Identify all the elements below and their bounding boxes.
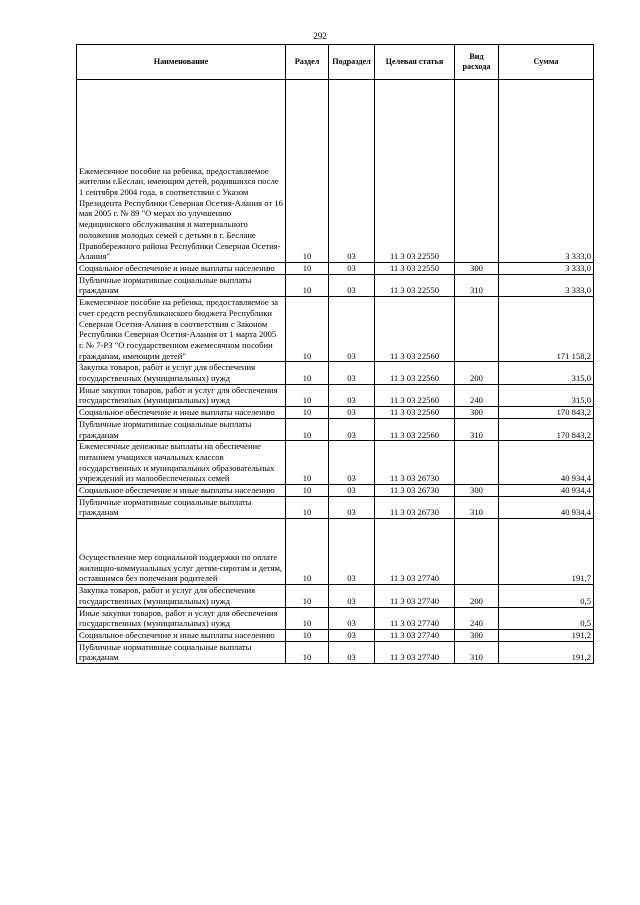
row-name: Закупка товаров, работ и услуг для обеспечения государственных (муниципальных) нужд bbox=[77, 362, 286, 384]
row-podrazdel: 03 bbox=[329, 496, 375, 518]
row-celevaya: 11 3 03 27740 bbox=[375, 519, 455, 585]
row-podrazdel: 03 bbox=[329, 407, 375, 419]
row-vid: 300 bbox=[455, 485, 499, 497]
table-header-row bbox=[77, 45, 594, 80]
table-row bbox=[77, 641, 594, 663]
row-razdel: 10 bbox=[286, 263, 329, 275]
row-summa: 191,2 bbox=[499, 641, 594, 663]
header-razdel: Раздел bbox=[286, 45, 329, 80]
row-celevaya: 11 3 03 26730 bbox=[375, 485, 455, 497]
row-razdel: 10 bbox=[286, 519, 329, 585]
row-vid: 240 bbox=[455, 384, 499, 406]
row-podrazdel: 03 bbox=[329, 418, 375, 440]
row-vid bbox=[455, 297, 499, 362]
budget-table bbox=[76, 44, 594, 664]
row-name: Осуществление мер социальной поддержки по оплате жилищно-коммунальных услуг детям-сиротам и детям, оставшимся без попечения родителей bbox=[77, 519, 286, 585]
row-celevaya: 11 3 03 22550 bbox=[375, 274, 455, 296]
row-summa: 170 843,2 bbox=[499, 418, 594, 440]
row-name: Публичные нормативные социальные выплаты гражданам bbox=[77, 274, 286, 296]
row-summa: 191,2 bbox=[499, 629, 594, 641]
table-row bbox=[77, 629, 594, 641]
page-number: 292 bbox=[313, 31, 327, 41]
header-podrazdel: Подраздел bbox=[329, 45, 375, 80]
row-podrazdel: 03 bbox=[329, 585, 375, 607]
row-podrazdel: 03 bbox=[329, 441, 375, 485]
table-row bbox=[77, 274, 594, 296]
row-podrazdel: 03 bbox=[329, 384, 375, 406]
row-celevaya: 11 3 03 22560 bbox=[375, 297, 455, 362]
table-row bbox=[77, 407, 594, 419]
row-vid: 240 bbox=[455, 607, 499, 629]
row-summa: 3 333,0 bbox=[499, 80, 594, 263]
row-celevaya: 11 3 03 22550 bbox=[375, 263, 455, 275]
row-summa: 315,0 bbox=[499, 362, 594, 384]
row-razdel: 10 bbox=[286, 485, 329, 497]
row-razdel: 10 bbox=[286, 80, 329, 263]
row-razdel: 10 bbox=[286, 407, 329, 419]
row-summa: 171 158,2 bbox=[499, 297, 594, 362]
row-name: Социальное обеспечение и иные выплаты населению bbox=[77, 407, 286, 419]
table-row bbox=[77, 585, 594, 607]
header-summa: Сумма bbox=[499, 45, 594, 80]
row-name: Публичные нормативные социальные выплаты гражданам bbox=[77, 641, 286, 663]
row-podrazdel: 03 bbox=[329, 274, 375, 296]
row-name: Ежемесячные денежные выплаты на обеспечение питанием учащихся начальных классов государственных и муниципальных образовательных учреждений из малообеспеченных семей bbox=[77, 441, 286, 485]
row-vid bbox=[455, 80, 499, 263]
row-podrazdel: 03 bbox=[329, 362, 375, 384]
row-summa: 40 934,4 bbox=[499, 441, 594, 485]
row-razdel: 10 bbox=[286, 362, 329, 384]
row-podrazdel: 03 bbox=[329, 607, 375, 629]
row-razdel: 10 bbox=[286, 441, 329, 485]
row-razdel: 10 bbox=[286, 274, 329, 296]
table-row bbox=[77, 519, 594, 585]
row-summa: 170 843,2 bbox=[499, 407, 594, 419]
row-celevaya: 11 3 03 22560 bbox=[375, 362, 455, 384]
row-vid: 200 bbox=[455, 585, 499, 607]
row-vid: 200 bbox=[455, 362, 499, 384]
row-name: Публичные нормативные социальные выплаты гражданам bbox=[77, 496, 286, 518]
table-row bbox=[77, 496, 594, 518]
table-row bbox=[77, 418, 594, 440]
row-razdel: 10 bbox=[286, 496, 329, 518]
table-row bbox=[77, 80, 594, 263]
row-summa: 0,5 bbox=[499, 585, 594, 607]
table-row bbox=[77, 362, 594, 384]
row-summa: 40 934,4 bbox=[499, 485, 594, 497]
row-name: Социальное обеспечение и иные выплаты населению bbox=[77, 485, 286, 497]
row-celevaya: 11 3 03 27740 bbox=[375, 629, 455, 641]
row-vid: 300 bbox=[455, 407, 499, 419]
row-podrazdel: 03 bbox=[329, 519, 375, 585]
table-row bbox=[77, 485, 594, 497]
row-name: Иные закупки товаров, работ и услуг для обеспечения государственных (муниципальных) нужд bbox=[77, 607, 286, 629]
row-podrazdel: 03 bbox=[329, 485, 375, 497]
table-row bbox=[77, 263, 594, 275]
row-summa: 40 934,4 bbox=[499, 496, 594, 518]
row-razdel: 10 bbox=[286, 585, 329, 607]
row-podrazdel: 03 bbox=[329, 629, 375, 641]
table-row bbox=[77, 384, 594, 406]
row-name: Ежемесячное пособие на ребенка, предоставляемое жителям г.Беслан, имеющим детей, родившихся после 1 сентября 2004 года, в соответствии с Указом Президента Республики Северная Осетия-Алания от 16 мая 2005 г. № 89 "О мерах по улучшению медицинского обслуживания и материального положения молодых семей с детьми в г. Беслане Правобережного района Республики Северная Осетия-Алания" bbox=[77, 80, 286, 263]
row-celevaya: 11 3 03 22560 bbox=[375, 418, 455, 440]
row-razdel: 10 bbox=[286, 607, 329, 629]
row-name: Социальное обеспечение и иные выплаты населению bbox=[77, 629, 286, 641]
row-summa: 0,5 bbox=[499, 607, 594, 629]
row-celevaya: 11 3 03 27740 bbox=[375, 607, 455, 629]
row-razdel: 10 bbox=[286, 418, 329, 440]
row-vid: 310 bbox=[455, 496, 499, 518]
row-vid: 310 bbox=[455, 274, 499, 296]
row-vid: 310 bbox=[455, 641, 499, 663]
row-podrazdel: 03 bbox=[329, 263, 375, 275]
table-row bbox=[77, 607, 594, 629]
row-razdel: 10 bbox=[286, 384, 329, 406]
row-name: Социальное обеспечение и иные выплаты населению bbox=[77, 263, 286, 275]
row-razdel: 10 bbox=[286, 641, 329, 663]
header-vid: Вид расхода bbox=[455, 45, 499, 80]
row-name: Закупка товаров, работ и услуг для обеспечения государственных (муниципальных) нужд bbox=[77, 585, 286, 607]
row-name: Иные закупки товаров, работ и услуг для обеспечения государственных (муниципальных) нужд bbox=[77, 384, 286, 406]
row-vid bbox=[455, 441, 499, 485]
row-vid: 310 bbox=[455, 418, 499, 440]
row-podrazdel: 03 bbox=[329, 297, 375, 362]
row-summa: 315,0 bbox=[499, 384, 594, 406]
row-celevaya: 11 3 03 22550 bbox=[375, 80, 455, 263]
row-razdel: 10 bbox=[286, 629, 329, 641]
header-celevaya: Целевая статья bbox=[375, 45, 455, 80]
row-summa: 3 333,0 bbox=[499, 263, 594, 275]
row-vid: 300 bbox=[455, 629, 499, 641]
row-podrazdel: 03 bbox=[329, 641, 375, 663]
table-row bbox=[77, 441, 594, 485]
row-razdel: 10 bbox=[286, 297, 329, 362]
row-summa: 191,7 bbox=[499, 519, 594, 585]
row-celevaya: 11 3 03 27740 bbox=[375, 585, 455, 607]
row-celevaya: 11 3 03 22560 bbox=[375, 384, 455, 406]
row-name: Публичные нормативные социальные выплаты гражданам bbox=[77, 418, 286, 440]
row-podrazdel: 03 bbox=[329, 80, 375, 263]
row-celevaya: 11 3 03 26730 bbox=[375, 441, 455, 485]
row-vid bbox=[455, 519, 499, 585]
row-celevaya: 11 3 03 27740 bbox=[375, 641, 455, 663]
row-celevaya: 11 3 03 26730 bbox=[375, 496, 455, 518]
header-name: Наименование bbox=[77, 45, 286, 80]
row-name: Ежемесячное пособие на ребенка, предоставляемое за счет средств республиканского бюджета Республики Северная Осетия-Алания в соответствии с Законом Республики Северная Осетия-Алания от 1 марта 2005 г. № 7-РЗ "О государственном ежемесячном пособии гражданам, имеющим детей" bbox=[77, 297, 286, 362]
table-row bbox=[77, 297, 594, 362]
row-celevaya: 11 3 03 22560 bbox=[375, 407, 455, 419]
row-vid: 300 bbox=[455, 263, 499, 275]
row-summa: 3 333,0 bbox=[499, 274, 594, 296]
